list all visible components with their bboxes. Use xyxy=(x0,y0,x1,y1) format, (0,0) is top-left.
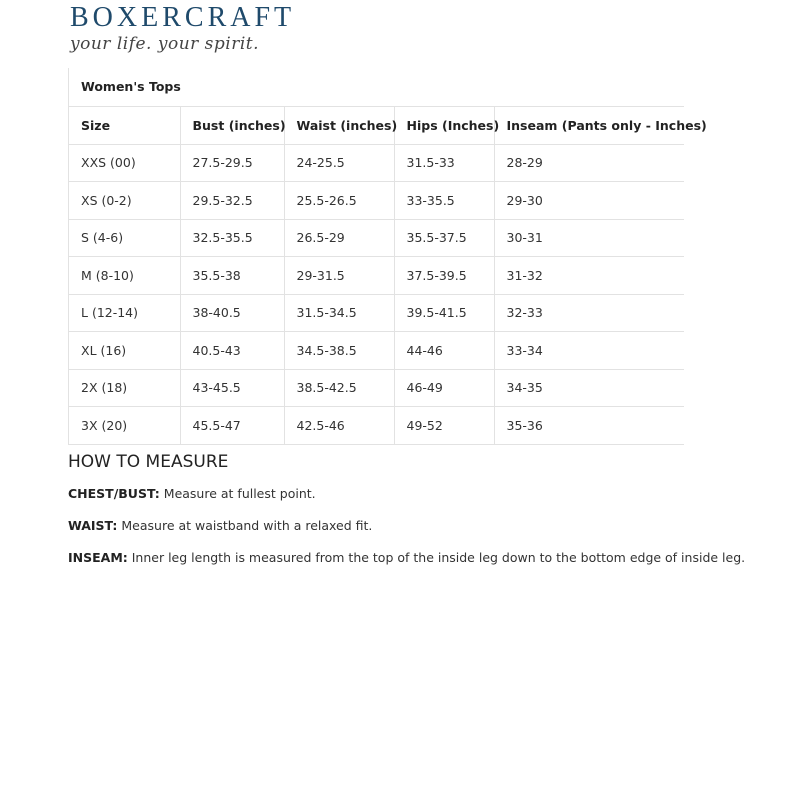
cell-inseam: 33-34 xyxy=(494,332,684,370)
cell-bust: 38-40.5 xyxy=(180,294,284,332)
brand-logo xyxy=(70,4,330,54)
cell-waist: 25.5-26.5 xyxy=(284,182,394,220)
measure-item-inseam xyxy=(68,550,768,566)
header-hips: Hips (Inches) xyxy=(394,107,494,144)
table-row xyxy=(69,257,684,295)
cell-hips: 37.5-39.5 xyxy=(394,257,494,295)
measure-item-waist xyxy=(68,518,768,534)
table-row xyxy=(69,332,684,370)
cell-hips: 44-46 xyxy=(394,332,494,370)
cell-hips: 46-49 xyxy=(394,369,494,407)
cell-hips: 49-52 xyxy=(394,407,494,445)
cell-bust: 35.5-38 xyxy=(180,257,284,295)
measure-label: CHEST/BUST: xyxy=(68,486,160,501)
header-waist: Waist (inches) xyxy=(284,107,394,144)
how-to-measure-heading: HOW TO MEASURE xyxy=(68,452,229,472)
measure-label: WAIST: xyxy=(68,518,118,533)
table-row xyxy=(69,294,684,332)
cell-waist: 29-31.5 xyxy=(284,257,394,295)
table-row xyxy=(69,219,684,257)
cell-size: XXS (00) xyxy=(69,144,180,182)
table-row xyxy=(69,182,684,220)
cell-inseam: 28-29 xyxy=(494,144,684,182)
cell-size: XL (16) xyxy=(69,332,180,370)
cell-size: S (4-6) xyxy=(69,219,180,257)
cell-waist: 31.5-34.5 xyxy=(284,294,394,332)
cell-inseam: 31-32 xyxy=(494,257,684,295)
size-table xyxy=(69,107,707,445)
cell-waist: 24-25.5 xyxy=(284,144,394,182)
how-to-measure-section xyxy=(68,450,768,582)
cell-size: M (8-10) xyxy=(69,257,180,295)
measure-text: Measure at fullest point. xyxy=(163,486,316,501)
cell-bust: 45.5-47 xyxy=(180,407,284,445)
cell-hips: 35.5-37.5 xyxy=(394,219,494,257)
cell-bust: 29.5-32.5 xyxy=(180,182,284,220)
table-body xyxy=(69,144,684,444)
header-inseam: Inseam (Pants only - Inches) xyxy=(494,107,684,144)
cell-hips: 33-35.5 xyxy=(394,182,494,220)
cell-inseam: 35-36 xyxy=(494,407,684,445)
cell-bust: 40.5-43 xyxy=(180,332,284,370)
cell-bust: 43-45.5 xyxy=(180,369,284,407)
cell-hips: 39.5-41.5 xyxy=(394,294,494,332)
cell-inseam: 32-33 xyxy=(494,294,684,332)
measure-label: INSEAM: xyxy=(68,550,128,565)
cell-size: L (12-14) xyxy=(69,294,180,332)
cell-size: 2X (18) xyxy=(69,369,180,407)
table-header-row xyxy=(69,107,684,144)
brand-tagline: your life. your spirit. xyxy=(70,34,260,54)
cell-bust: 27.5-29.5 xyxy=(180,144,284,182)
cell-size: 3X (20) xyxy=(69,407,180,445)
cell-waist: 38.5-42.5 xyxy=(284,369,394,407)
measure-text: Inner leg length is measured from the top of the inside leg down to the bottom edge of inside leg. xyxy=(131,550,746,565)
table-row xyxy=(69,407,684,445)
cell-waist: 26.5-29 xyxy=(284,219,394,257)
table-row xyxy=(69,144,684,182)
brand-name: BOXERCRAFT xyxy=(70,2,296,33)
size-chart xyxy=(68,68,707,445)
header-bust: Bust (inches) xyxy=(180,107,284,144)
cell-hips: 31.5-33 xyxy=(394,144,494,182)
cell-size: XS (0-2) xyxy=(69,182,180,220)
measure-text: Measure at waistband with a relaxed fit. xyxy=(121,518,373,533)
cell-bust: 32.5-35.5 xyxy=(180,219,284,257)
cell-inseam: 30-31 xyxy=(494,219,684,257)
table-row xyxy=(69,369,684,407)
cell-waist: 34.5-38.5 xyxy=(284,332,394,370)
measure-item-bust xyxy=(68,486,768,502)
cell-waist: 42.5-46 xyxy=(284,407,394,445)
size-chart-title: Women's Tops xyxy=(69,68,684,107)
header-size: Size xyxy=(69,107,180,144)
cell-inseam: 34-35 xyxy=(494,369,684,407)
cell-inseam: 29-30 xyxy=(494,182,684,220)
